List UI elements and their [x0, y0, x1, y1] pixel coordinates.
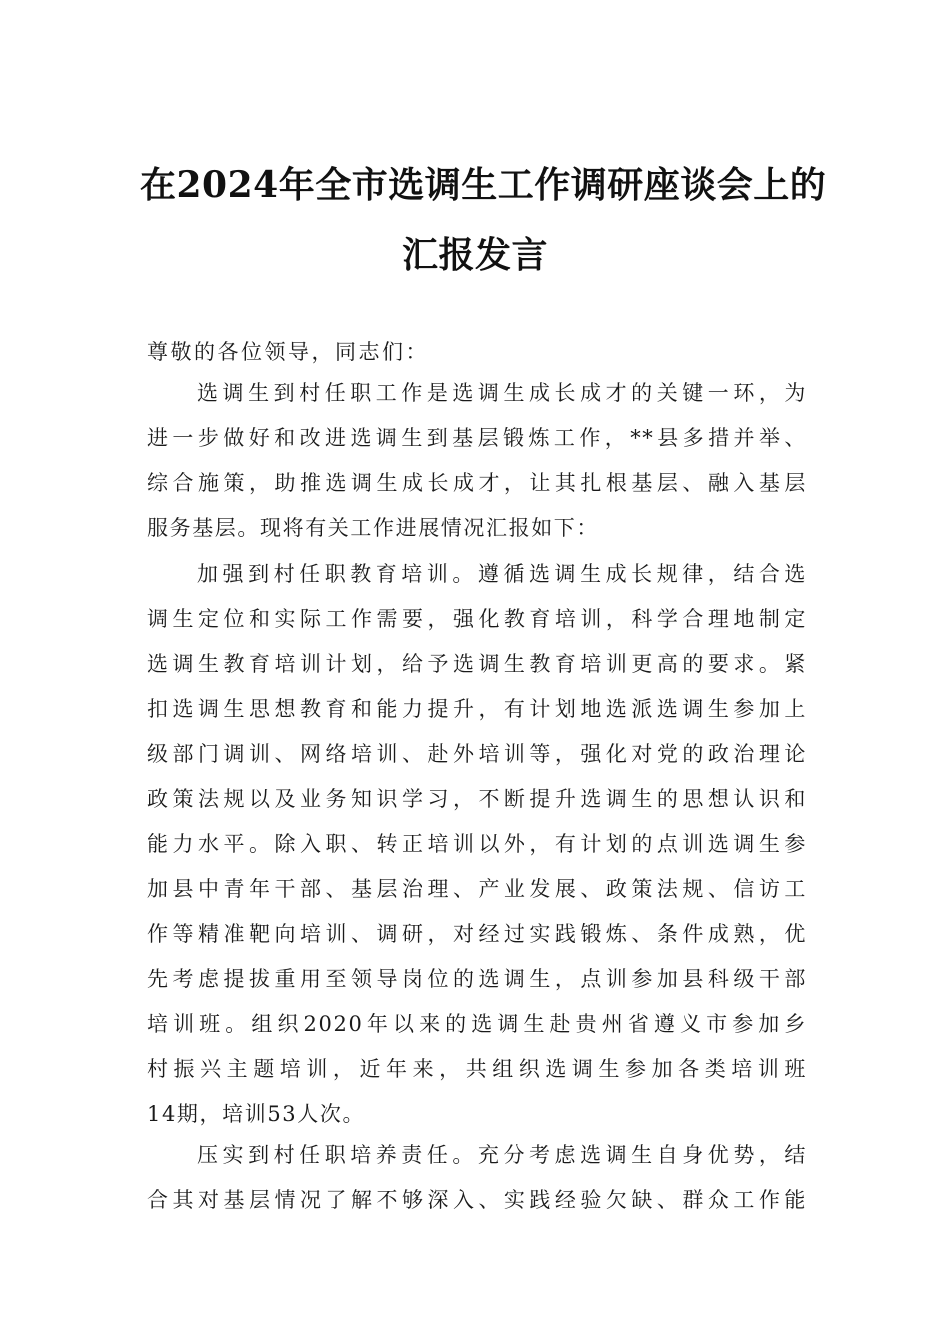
salutation: 尊敬的各位领导，同志们： [147, 340, 429, 364]
paragraph-line: 级部门调训、网络培训、赴外培训等，强化对党的政治理论 [147, 742, 807, 766]
paragraph-line: 选调生教育培训计划，给予选调生教育培训更高的要求。紧 [147, 652, 807, 676]
paragraph-line: 村振兴主题培训，近年来，共组织选调生参加各类培训班 [147, 1057, 807, 1081]
paragraph-intro [147, 371, 807, 551]
paragraph-line: 选调生到村任职工作是选调生成长成才的关键一环，为 [197, 381, 807, 405]
paragraph-line: 加强到村任职教育培训。遵循选调生成长规律，结合选 [197, 562, 807, 586]
paragraph-line: 进一步做好和改进选调生到基层锻炼工作，**县多措并举、 [147, 426, 807, 450]
paragraph-line: 加县中青年干部、基层治理、产业发展、政策法规、信访工 [147, 877, 807, 901]
document-title-line-1: 在2024年全市选调生工作调研座谈会上的 [140, 164, 827, 206]
paragraph-line: 政策法规以及业务知识学习，不断提升选调生的思想认识和 [147, 787, 807, 811]
paragraph-training [147, 552, 807, 1137]
paragraph-line: 服务基层。现将有关工作进展情况汇报如下： [147, 516, 599, 540]
paragraph-line: 作等精准靶向培训、调研，对经过实践锻炼、条件成熟，优 [147, 922, 807, 946]
paragraph-line: 合其对基层情况了解不够深入、实践经验欠缺、群众工作能 [147, 1188, 807, 1212]
paragraph-line: 综合施策，助推选调生成长成才，让其扎根基层、融入基层 [147, 471, 807, 495]
paragraph-line: 压实到村任职培养责任。充分考虑选调生自身优势，结 [197, 1143, 807, 1167]
paragraph-line: 调生定位和实际工作需要，强化教育培训，科学合理地制定 [147, 607, 807, 631]
paragraph-responsibility [147, 1133, 807, 1223]
paragraph-line: 14期，培训53人次。 [147, 1102, 366, 1126]
paragraph-line: 先考虑提拔重用至领导岗位的选调生，点训参加县科级干部 [147, 967, 807, 991]
document-title-line-2: 汇报发言 [401, 234, 548, 276]
paragraph-line: 能力水平。除入职、转正培训以外，有计划的点训选调生参 [147, 832, 807, 856]
paragraph-line: 培训班。组织2020年以来的选调生赴贵州省遵义市参加乡 [147, 1012, 807, 1036]
paragraph-line: 扣选调生思想教育和能力提升，有计划地选派选调生参加上 [147, 697, 807, 721]
